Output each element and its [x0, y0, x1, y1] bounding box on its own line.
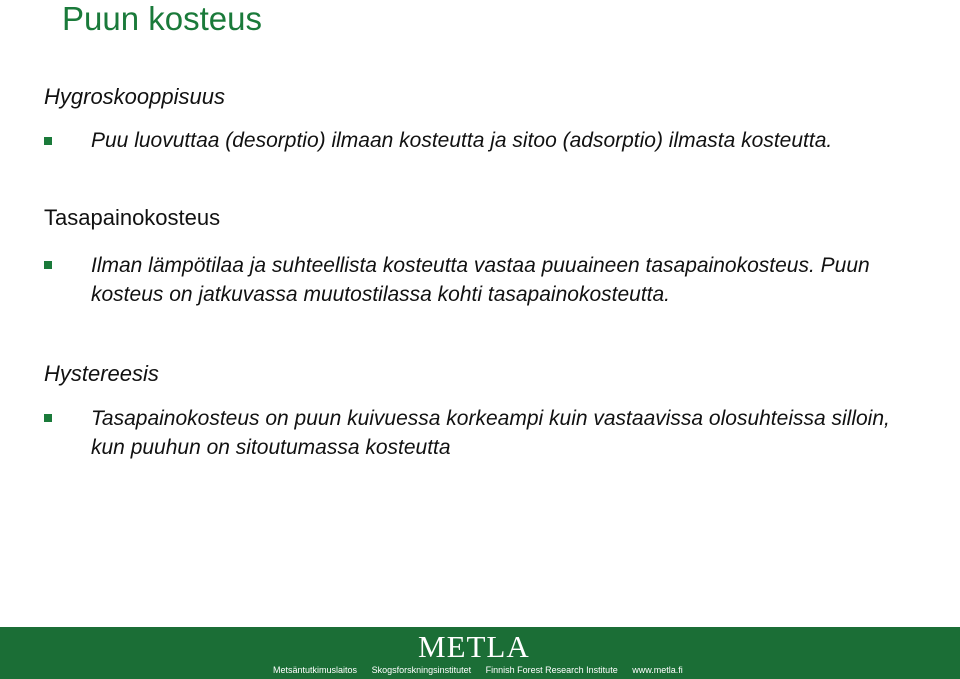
- bullet-text-hystereesis: Tasapainokosteus on puun kuivuessa korkeampi kuin vastaavissa olosuhteissa silloin, kun puuhun on sitoutumassa kosteutta: [91, 407, 890, 459]
- footer-link-metsantutkimuslaitos: Metsäntutkimuslaitos: [273, 665, 358, 675]
- bullet-text-hygroskooppisuus: Puu luovuttaa (desorptio) ilmaan kosteutta ja sitoo (adsorptio) ilmasta kosteutta.: [91, 129, 833, 152]
- section-heading-tasapainokosteus: Tasapainokosteus: [44, 205, 221, 230]
- square-bullet-icon: [44, 414, 52, 422]
- slide-title: Puun kosteus: [62, 0, 262, 37]
- footer-link-skogsforskningsinstitutet: Skogsforskningsinstitutet: [371, 665, 472, 675]
- section-heading-hygroskooppisuus: Hygroskooppisuus: [44, 84, 225, 109]
- section-heading-hystereesis: Hystereesis: [44, 361, 159, 386]
- footer-bar: [0, 627, 960, 679]
- metla-logo: METLA: [418, 629, 530, 664]
- footer-link-finnish-forest-research-institute: Finnish Forest Research Institute: [485, 665, 618, 675]
- square-bullet-icon: [44, 261, 52, 269]
- bullet-text-tasapainokosteus: Ilman lämpötilaa ja suhteellista kosteutta vastaa puuaineen tasapainokosteus. Puun kosteus on jatkuvassa muutostilassa kohti tasapainokosteutta.: [91, 254, 870, 306]
- square-bullet-icon: [44, 137, 52, 145]
- footer-link-website[interactable]: www.metla.fi: [632, 665, 683, 675]
- footer-links: [273, 664, 683, 676]
